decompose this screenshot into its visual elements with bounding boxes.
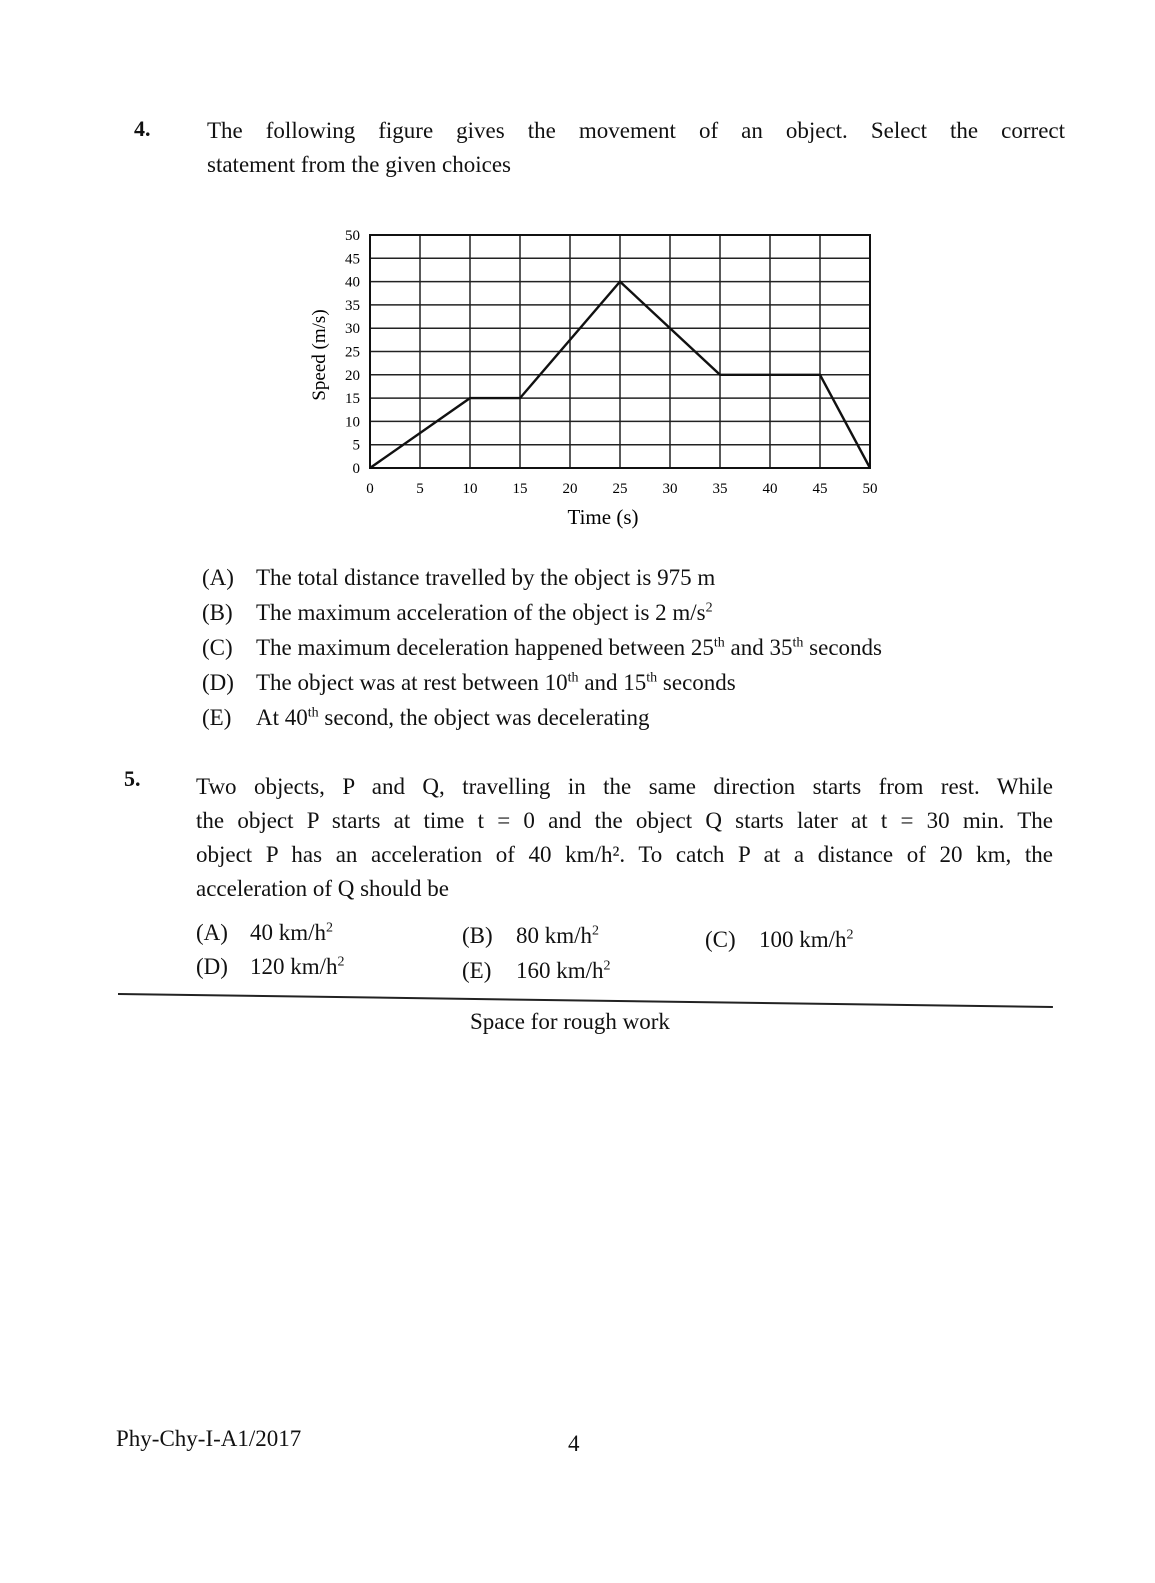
q4-option-a	[202, 560, 882, 595]
q4-option-b-text: The maximum acceleration of the object is 2 m/s	[256, 600, 706, 625]
page-number: 4	[568, 1431, 580, 1456]
question-4-text	[207, 114, 1065, 182]
q4-option-d-text: and 15	[578, 670, 647, 695]
chart-grid	[370, 235, 870, 468]
q4-option-b-sup: 2	[705, 600, 713, 616]
x-tick-label: 20	[562, 481, 578, 497]
q5-option-a-sup: 2	[326, 920, 334, 936]
y-tick-label: 45	[345, 251, 360, 268]
question-5-line-2: the object P starts at time t = 0 and the object Q starts later at t = 30 min. The	[196, 808, 1053, 833]
question-5-line-3: object P has an acceleration of 40 km/h². To catch P at a distance of 20 km, the	[196, 842, 1053, 867]
question-5-number: 5.	[124, 766, 141, 791]
x-tick-label: 45	[812, 481, 828, 497]
q5-option-e	[462, 953, 611, 988]
y-tick-label: 25	[345, 344, 360, 361]
x-tick-label: 25	[612, 481, 628, 497]
q4-option-e-label: (E)	[202, 705, 232, 730]
q5-option-d-label: (D)	[196, 954, 228, 979]
q4-option-c	[202, 630, 882, 665]
q5-option-c	[705, 922, 854, 957]
q5-option-a	[196, 915, 333, 950]
y-tick-label: 50	[345, 228, 360, 244]
q4-option-c-sup: th	[792, 635, 804, 651]
y-tick-label: 5	[352, 437, 360, 454]
speed-time-chart	[295, 210, 895, 540]
x-tick-label: 0	[366, 481, 374, 497]
y-tick-label: 35	[345, 297, 360, 314]
x-tick-label: 5	[416, 481, 424, 497]
y-tick-label: 20	[345, 367, 360, 384]
q4-option-d	[202, 665, 882, 700]
y-tick-label: 15	[345, 391, 360, 408]
q5-option-e-label: (E)	[462, 958, 492, 983]
q5-option-d-sup: 2	[337, 954, 345, 970]
q4-option-c-sup: th	[713, 635, 725, 651]
q4-option-e-text: At 40	[256, 705, 308, 730]
q4-option-d-sup: th	[567, 670, 579, 686]
q5-option-c-label: (C)	[705, 927, 736, 952]
q5-option-d	[196, 949, 345, 984]
q4-option-a-label: (A)	[202, 565, 234, 590]
q5-option-c-sup: 2	[846, 927, 854, 943]
x-tick-labels	[366, 481, 877, 497]
q5-option-d-value: 120 km/h	[250, 954, 338, 979]
paper-code: Phy-Chy-I-A1/2017	[116, 1426, 302, 1451]
rough-work-label: Space for rough work	[470, 1009, 670, 1034]
q4-option-c-text: and 35	[724, 635, 793, 660]
x-tick-label: 15	[512, 481, 528, 497]
question-4-number: 4.	[134, 116, 151, 141]
q4-option-a-text: The total distance travelled by the object is 975 m	[256, 565, 716, 590]
q5-option-e-sup: 2	[603, 958, 611, 974]
y-tick-labels	[345, 228, 360, 477]
y-tick-label: 0	[352, 461, 360, 477]
q4-option-b	[202, 595, 882, 630]
q5-option-b-sup: 2	[592, 923, 600, 939]
y-axis-label: Speed (m/s)	[309, 309, 330, 401]
q4-option-c-text: seconds	[803, 635, 882, 660]
q5-option-a-value: 40 km/h	[250, 920, 327, 945]
q5-option-b-value: 80 km/h	[516, 923, 593, 948]
q4-option-c-label: (C)	[202, 635, 233, 660]
q5-option-b-label: (B)	[462, 923, 493, 948]
y-tick-label: 10	[345, 414, 360, 431]
question-4-line-1: The following figure gives the movement of an object. Select the correct	[207, 118, 1065, 143]
question-4-line-2: statement from the given choices	[207, 152, 512, 177]
y-tick-label: 40	[345, 274, 360, 291]
x-tick-label: 10	[462, 481, 478, 497]
x-tick-label: 40	[762, 481, 778, 497]
q4-option-e	[202, 700, 882, 735]
x-axis-label: Time (s)	[567, 505, 639, 529]
q4-option-d-text: seconds	[657, 670, 736, 695]
x-tick-label: 50	[862, 481, 878, 497]
x-tick-label: 35	[712, 481, 728, 497]
x-tick-label: 30	[662, 481, 678, 497]
question-5-line-1: Two objects, P and Q, travelling in the same direction starts from rest. While	[196, 774, 1053, 799]
q4-option-d-sup: th	[646, 670, 658, 686]
q4-option-c-text: The maximum deceleration happened between 25	[256, 635, 714, 660]
q5-option-c-value: 100 km/h	[759, 927, 847, 952]
question-4-options	[202, 560, 882, 735]
q5-option-a-label: (A)	[196, 920, 228, 945]
q4-option-b-label: (B)	[202, 600, 233, 625]
question-5-text	[196, 770, 1053, 906]
q4-option-d-text: The object was at rest between 10	[256, 670, 568, 695]
question-5-line-4: acceleration of Q should be	[196, 876, 449, 901]
q4-option-e-sup: th	[307, 705, 319, 721]
q5-option-e-value: 160 km/h	[516, 958, 604, 983]
q4-option-d-label: (D)	[202, 670, 234, 695]
q4-option-e-text: second, the object was decelerating	[318, 705, 650, 730]
y-tick-label: 30	[345, 321, 360, 338]
q5-option-b	[462, 918, 599, 953]
